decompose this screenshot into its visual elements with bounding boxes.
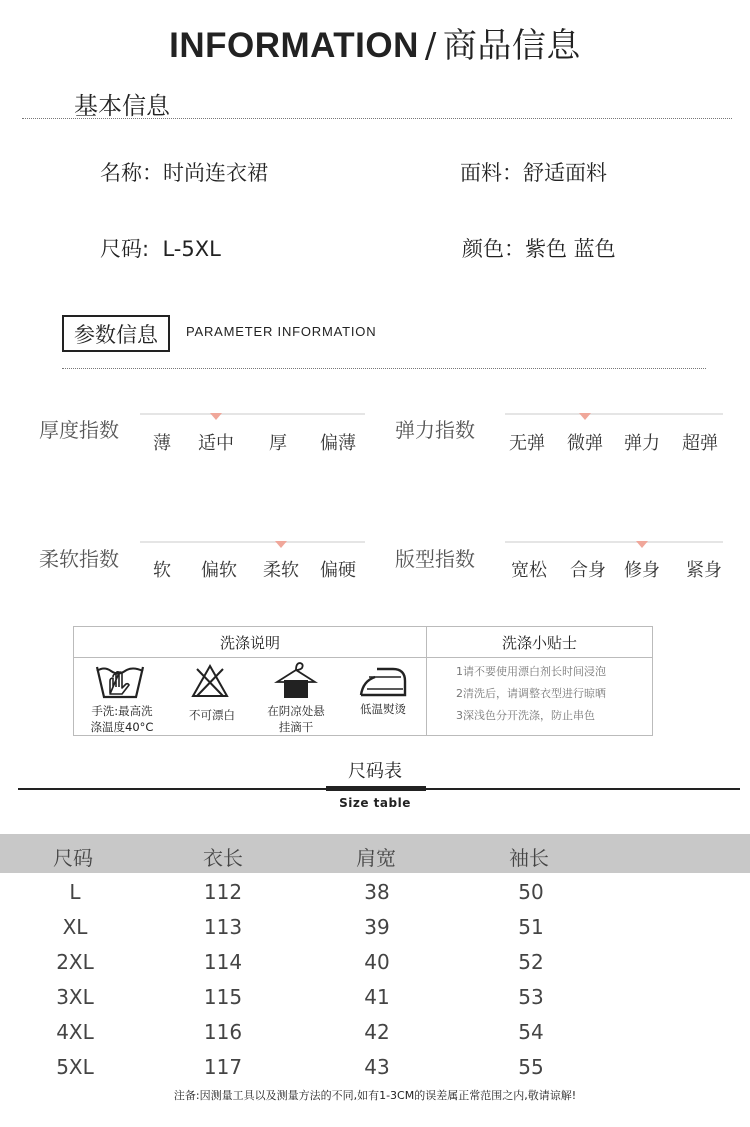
no-bleach-icon bbox=[190, 663, 230, 699]
table-cell: 51 bbox=[518, 915, 544, 939]
care-tip: 1请不要使用漂白剂长时间浸泡 bbox=[456, 665, 606, 678]
product-color-label: 颜色： bbox=[462, 237, 525, 261]
hang-dry-icon bbox=[274, 658, 318, 700]
thickness-option: 薄 bbox=[153, 433, 171, 454]
size-table-subtitle: Size table bbox=[339, 796, 411, 810]
param-info-heading: 参数信息 bbox=[62, 315, 170, 352]
page-title bbox=[0, 18, 750, 67]
measurement-note: 注备:因测量工具以及测量方法的不同,如有1-3CM的误差属正常范围之内,敬请谅解! bbox=[173, 1089, 577, 1102]
elasticity-option: 微弹 bbox=[567, 433, 603, 454]
column-header: 袖长 bbox=[509, 846, 549, 870]
care-tip: 3深浅色分开洗涤，防止串色 bbox=[456, 709, 595, 722]
hand-wash-icon bbox=[94, 663, 146, 701]
table-cell: 55 bbox=[518, 1055, 544, 1079]
table-cell: 52 bbox=[518, 950, 544, 974]
low-iron-icon bbox=[357, 665, 409, 699]
fit-index-label: 版型指数 bbox=[395, 547, 475, 571]
softness-option: 偏软 bbox=[201, 560, 237, 581]
elasticity-index-label: 弹力指数 bbox=[395, 418, 475, 442]
elasticity-option: 弹力 bbox=[624, 433, 660, 454]
fit-selected-marker bbox=[636, 541, 648, 548]
product-fabric-value: 舒适面料 bbox=[523, 161, 607, 185]
softness-option: 柔软 bbox=[263, 560, 299, 581]
thickness-option: 偏薄 bbox=[320, 433, 356, 454]
elasticity-selected-marker bbox=[579, 413, 591, 420]
product-name-label: 名称： bbox=[100, 161, 163, 185]
table-cell: 43 bbox=[364, 1055, 390, 1079]
table-cell: 53 bbox=[518, 985, 544, 1009]
thickness-selected-marker bbox=[210, 413, 222, 420]
fit-option: 合身 bbox=[570, 560, 606, 581]
table-cell: 5XL bbox=[56, 1055, 94, 1079]
title-cn: 商品信息 bbox=[442, 26, 581, 66]
hand-wash-label: 手洗:最高洗 涤温度40°C bbox=[90, 704, 154, 734]
softness-scale-line bbox=[140, 541, 365, 543]
fit-scale-line bbox=[505, 541, 723, 543]
product-fabric-label: 面料： bbox=[460, 161, 523, 185]
table-cell: L bbox=[69, 880, 81, 904]
product-color-value: 紫色 蓝色 bbox=[525, 237, 616, 261]
care-tips-heading: 洗涤小贴士 bbox=[501, 634, 577, 652]
table-cell: 41 bbox=[364, 985, 390, 1009]
product-fabric bbox=[460, 157, 607, 187]
product-name bbox=[100, 157, 268, 187]
low-iron-label: 低温熨烫 bbox=[360, 702, 406, 716]
column-header: 尺码 bbox=[53, 846, 93, 870]
table-row bbox=[0, 947, 750, 982]
size-table-rule-accent bbox=[326, 786, 426, 791]
basic-info-divider bbox=[22, 118, 732, 119]
table-cell: 39 bbox=[364, 915, 390, 939]
care-table-header-line bbox=[74, 657, 652, 658]
softness-selected-marker bbox=[275, 541, 287, 548]
softness-option: 偏硬 bbox=[320, 560, 356, 581]
column-header: 肩宽 bbox=[356, 846, 396, 870]
table-cell: 116 bbox=[203, 1020, 243, 1044]
table-cell: 38 bbox=[364, 880, 390, 904]
title-separator: / bbox=[424, 26, 437, 66]
product-size-value: L-5XL bbox=[162, 237, 221, 261]
care-table bbox=[73, 626, 653, 736]
size-table-header bbox=[0, 834, 750, 873]
table-cell: 40 bbox=[364, 950, 390, 974]
table-cell: 115 bbox=[203, 985, 243, 1009]
thickness-option: 厚 bbox=[269, 433, 287, 454]
table-cell: 50 bbox=[518, 880, 544, 904]
table-cell: 54 bbox=[518, 1020, 544, 1044]
fit-option: 紧身 bbox=[686, 560, 722, 581]
elasticity-option: 超弹 bbox=[682, 433, 718, 454]
no-bleach-label: 不可漂白 bbox=[189, 708, 235, 722]
thickness-option: 适中 bbox=[198, 433, 234, 454]
product-name-value: 时尚连衣裙 bbox=[163, 161, 268, 185]
elasticity-option: 无弹 bbox=[509, 433, 545, 454]
param-info-divider bbox=[62, 368, 706, 369]
table-cell: 112 bbox=[203, 880, 243, 904]
table-row bbox=[0, 1017, 750, 1052]
thickness-scale-line bbox=[140, 413, 365, 415]
care-tip: 2清洗后，请调整衣型进行晾晒 bbox=[456, 687, 606, 700]
product-size-label: 尺码: bbox=[100, 237, 150, 261]
param-info-subtitle: PARAMETER INFORMATION bbox=[186, 324, 377, 339]
product-size bbox=[100, 233, 221, 263]
table-row bbox=[0, 982, 750, 1017]
fit-option: 修身 bbox=[624, 560, 660, 581]
table-cell: 2XL bbox=[56, 950, 94, 974]
table-cell: 117 bbox=[203, 1055, 243, 1079]
fit-option: 宽松 bbox=[511, 560, 547, 581]
title-en: INFORMATION bbox=[169, 26, 419, 65]
softness-option: 软 bbox=[153, 560, 171, 581]
table-row bbox=[0, 1052, 750, 1087]
size-table-title: 尺码表 bbox=[348, 761, 402, 782]
product-color bbox=[462, 233, 616, 263]
table-cell: XL bbox=[62, 915, 88, 939]
table-cell: 4XL bbox=[56, 1020, 94, 1044]
elasticity-scale-line bbox=[505, 413, 723, 415]
table-row bbox=[0, 877, 750, 912]
thickness-index-label: 厚度指数 bbox=[39, 418, 119, 442]
softness-index-label: 柔软指数 bbox=[39, 547, 119, 571]
table-cell: 42 bbox=[364, 1020, 390, 1044]
basic-info-heading: 基本信息 bbox=[74, 92, 170, 120]
table-cell: 114 bbox=[203, 950, 243, 974]
table-cell: 113 bbox=[203, 915, 243, 939]
table-row bbox=[0, 912, 750, 947]
care-instructions-heading: 洗涤说明 bbox=[219, 634, 280, 652]
hang-dry-label: 在阴凉处悬 挂滴干 bbox=[267, 704, 325, 734]
table-cell: 3XL bbox=[56, 985, 94, 1009]
column-header: 衣长 bbox=[203, 846, 243, 870]
